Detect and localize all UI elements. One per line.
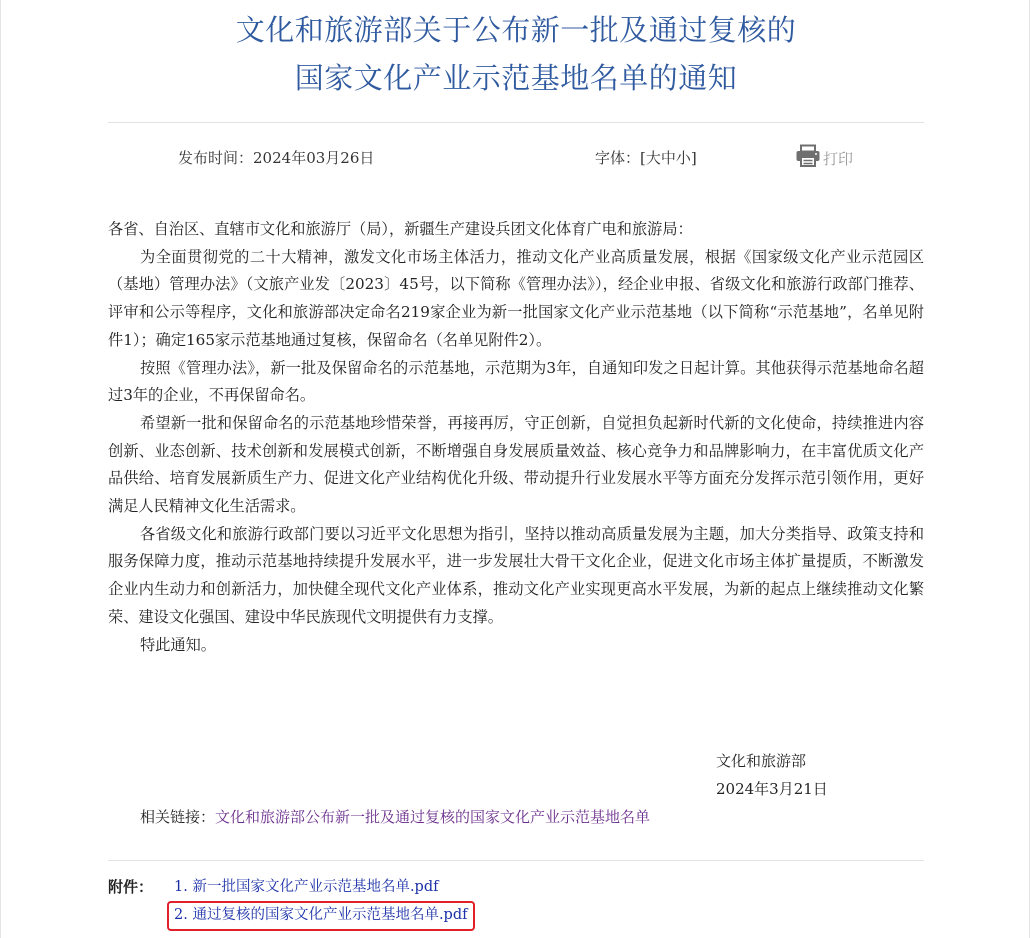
related-links [140,806,650,828]
attachments-label: 附件： [108,878,154,896]
salutation: 各省、自治区、直辖市文化和旅游厅（局），新疆生产建设兵团文化体育广电和旅游局： [108,220,693,238]
attachment-link-1[interactable]: 1. 新一批国家文化产业示范基地名单.pdf [174,879,439,895]
title-divider [108,122,924,123]
signature-org: 文化和旅游部 [716,752,807,770]
publish-info [178,147,374,169]
font-size-switcher [595,147,697,169]
signature-date: 2024年3月21日 [716,780,828,798]
article-title-line-1: 文化和旅游部关于公布新一批及通过复核的 [235,13,797,47]
font-bracket-open: [ [640,149,646,167]
attachments-divider [108,860,924,861]
publish-date: 2024年03月26日 [253,149,375,167]
body-paragraph-4: 各省级文化和旅游行政部门要以习近平文化思想为指引，坚持以推动高质量发展为主题，加大分类指导、政策支持和服务保障力度，推动示范基地持续提升发展水平，进一步发展壮大骨干文化企业，促进文化市场主体扩量提质，不断激发企业内生动力和创新活力，加快健全现代文化产业体系，推动文化产业实现更高水平发展，为新的起点上继续推动文化繁荣、建设文化强国、建设中华民族现代文明提供有力支撑。 [108,524,924,626]
body-paragraph-1: 为全面贯彻党的二十大精神，激发文化市场主体活力，推动文化产业高质量发展，根据《国家级文化产业示范园区（基地）管理办法》（文旅产业发〔2023〕45号，以下简称《管理办法》），经企业申报、省级文化和旅游行政部门推荐、评审和公示等程序，文化和旅游部决定命名219家企业为新一批国家文化产业示范基地（以下简称“示范基地”，名单见附件1）；确定165家示范基地通过复核，保留命名（名单见附件2）。 [108,247,924,349]
related-link[interactable]: 文化和旅游部公布新一批及通过复核的国家文化产业示范基地名单 [215,808,651,826]
body-paragraph-3: 希望新一批和保留命名的示范基地珍惜荣誉，再接再厉，守正创新，自觉担负起新时代新的文化使命，持续推进内容创新、业态创新、技术创新和发展模式创新，不断增强自身发展质量效益、核心竞争力和品牌影响力，在丰富优质文化产品供给、培育发展新质生产力、促进文化产业结构优化升级、带动提升行业发展水平等方面充分发挥示范引领作用，更好满足人民精神文化生活需求。 [108,413,924,516]
printer-icon [795,144,823,172]
attachment-link-2[interactable]: 2. 通过复核的国家文化产业示范基地名单.pdf [174,907,468,923]
related-label: 相关链接： [140,808,216,826]
print-button[interactable] [795,143,853,173]
article-title-line-2: 国家文化产业示范基地名单的通知 [294,61,738,95]
font-size-small[interactable]: 小 [675,149,691,167]
font-size-large[interactable]: 大 [645,149,661,167]
font-size-medium[interactable]: 中 [660,149,676,167]
font-bracket-close: ] [690,149,697,167]
article-body [108,216,924,659]
font-label: 字体： [595,149,641,167]
closing-line: 特此通知。 [140,635,216,654]
body-paragraph-2: 按照《管理办法》，新一批及保留命名的示范基地，示范期为3年，自通知印发之日起计算。其他获得示范基地命名超过3年的企业，不再保留命名。 [108,358,924,405]
publish-label: 发布时间： [178,149,254,167]
print-label: 打印 [823,149,854,168]
